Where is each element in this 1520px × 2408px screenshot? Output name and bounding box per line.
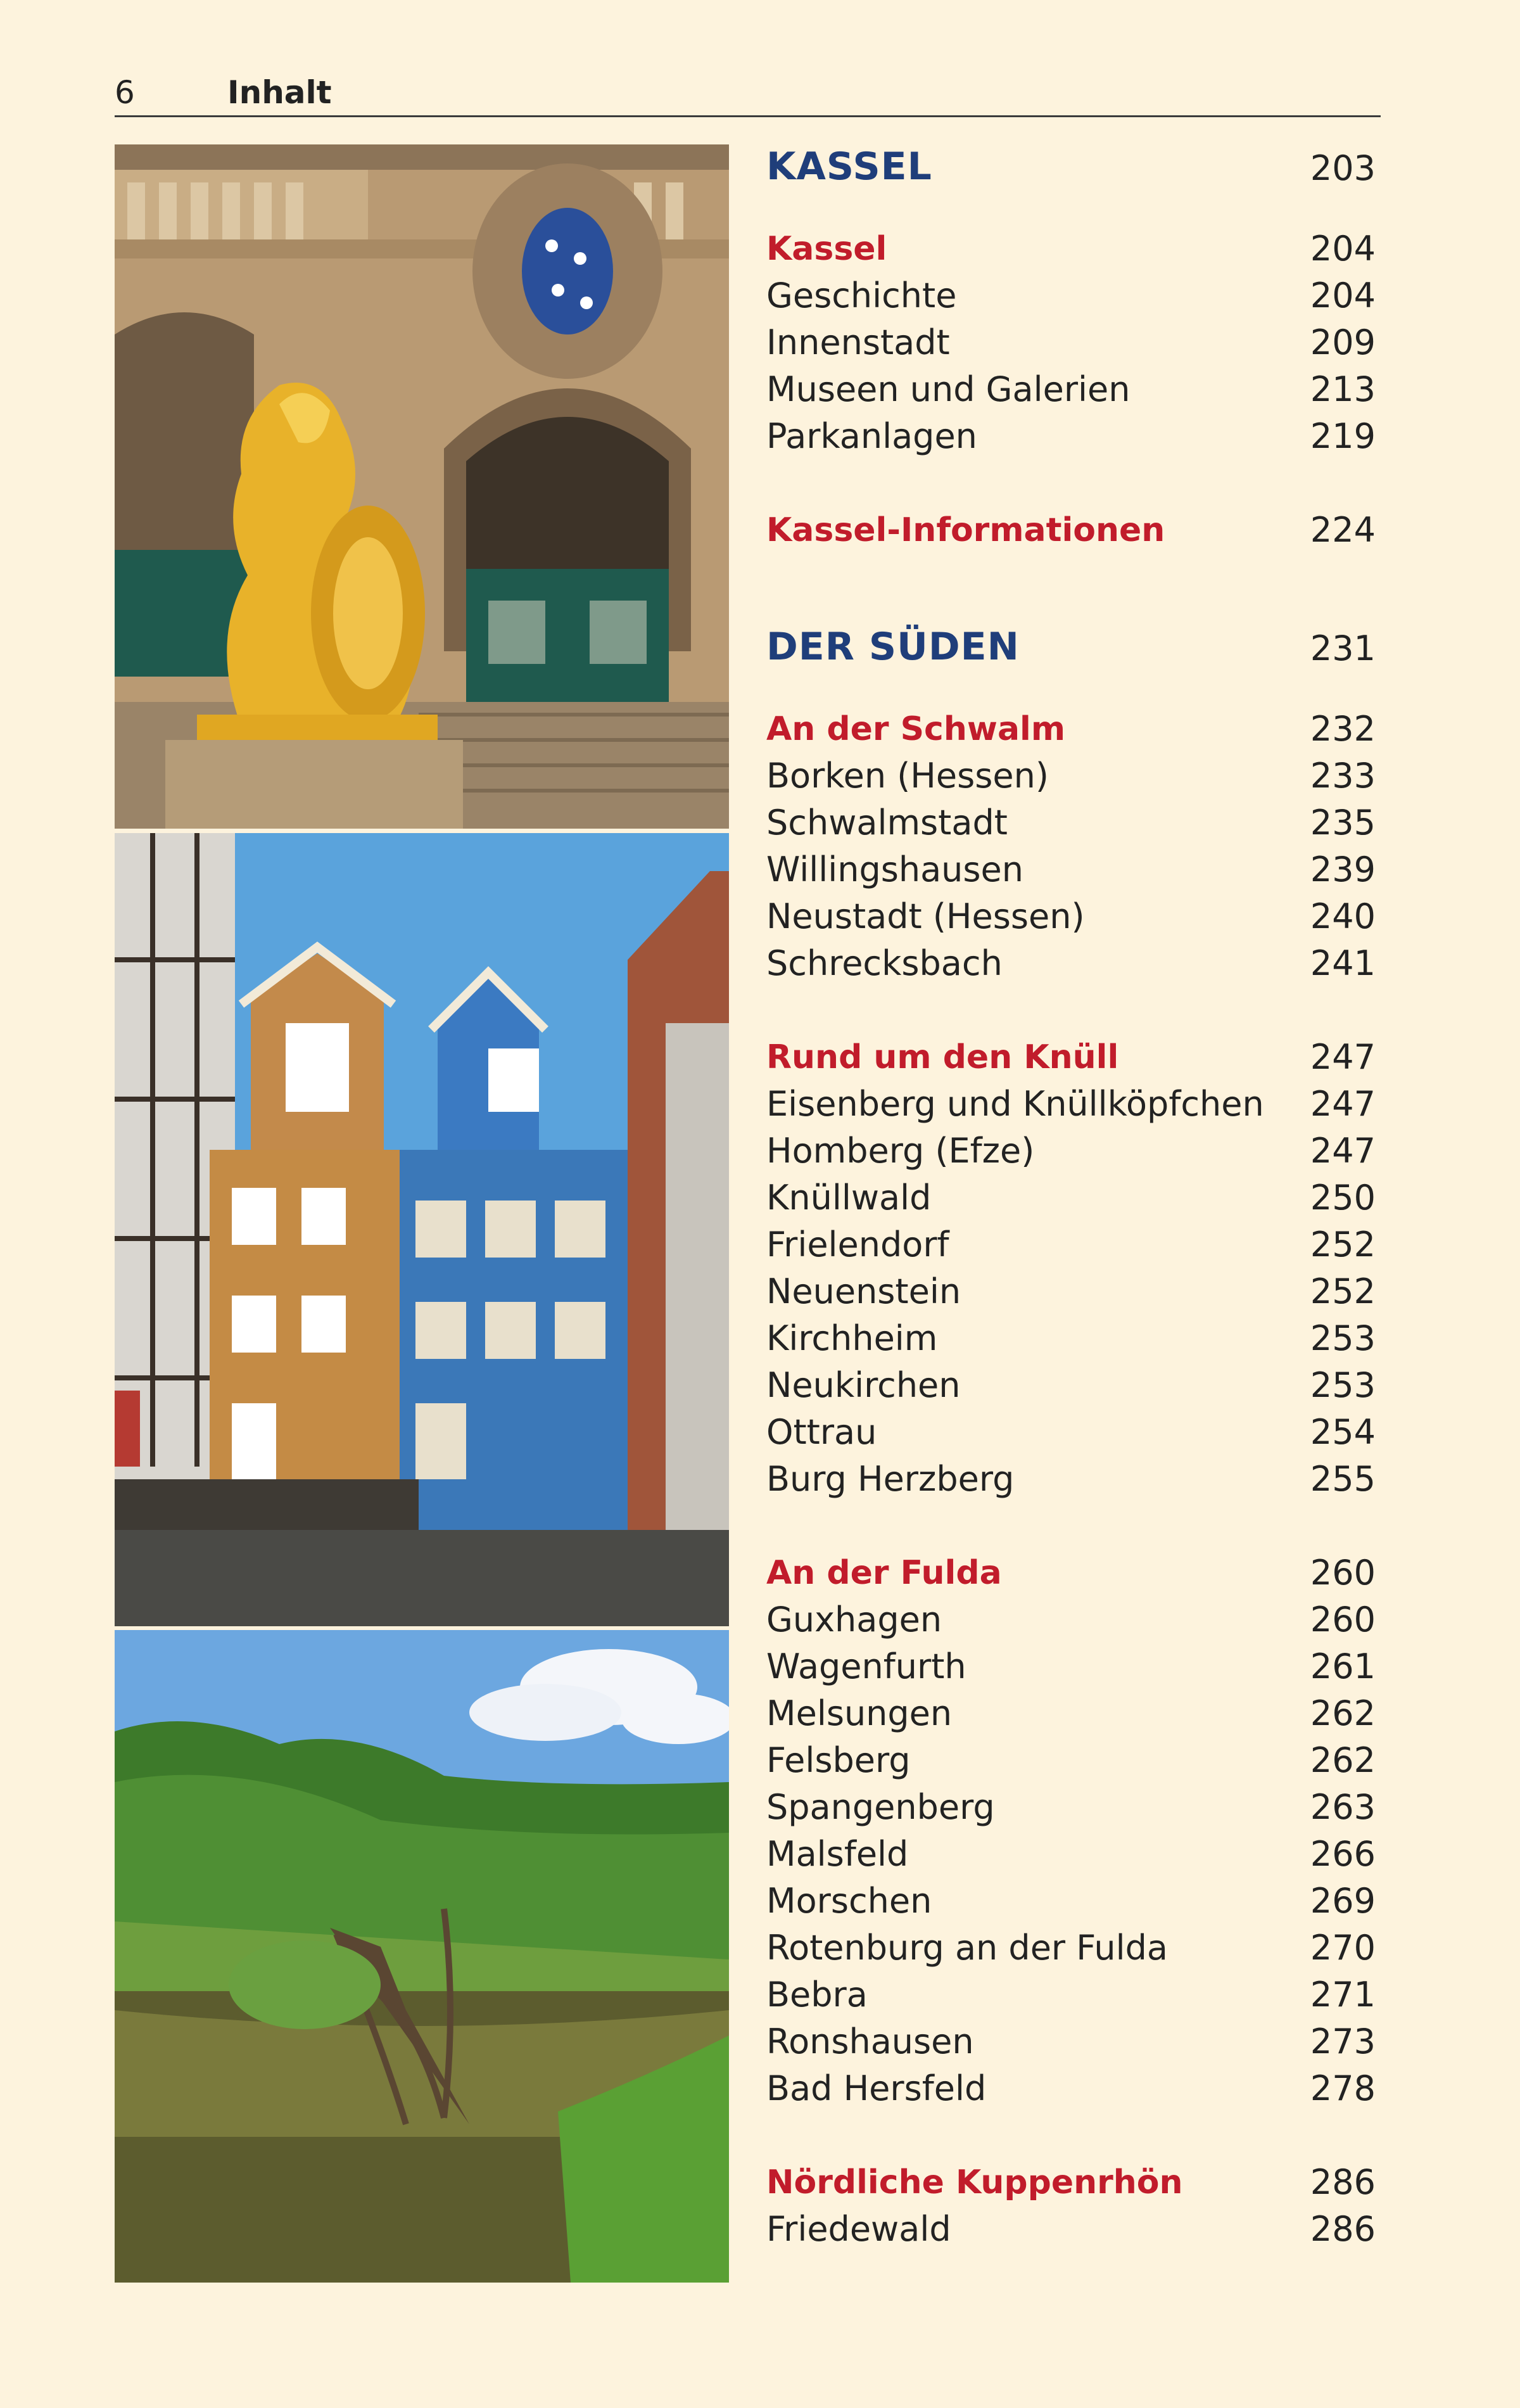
entry-label: Guxhagen — [766, 1600, 942, 1640]
entry-page-number: 269 — [1310, 1881, 1376, 1921]
entry-page-number: 235 — [1310, 803, 1376, 843]
entry-page-number: 273 — [1310, 2022, 1376, 2061]
entry-label: Parkanlagen — [766, 416, 977, 456]
entry-page-number: 253 — [1310, 1365, 1376, 1405]
toc-entry[interactable] — [766, 319, 1376, 366]
toc-entry[interactable] — [766, 1643, 1376, 1690]
section-title: KASSEL — [766, 144, 932, 189]
entry-page-number: 254 — [1310, 1412, 1376, 1452]
subheading-page-number: 247 — [1310, 1037, 1376, 1077]
toc-subheading[interactable] — [766, 706, 1376, 753]
entry-page-number: 266 — [1310, 1834, 1376, 1874]
entry-page-number: 271 — [1310, 1975, 1376, 2015]
entry-label: Schrecksbach — [766, 943, 1003, 983]
subheading-title: An der Schwalm — [766, 710, 1066, 748]
toc-entry[interactable] — [766, 893, 1376, 940]
toc-entry[interactable] — [766, 799, 1376, 846]
toc-entry[interactable] — [766, 1081, 1376, 1128]
subheading-title: Kassel-Informationen — [766, 511, 1165, 549]
toc-group — [766, 706, 1376, 987]
entry-page-number: 209 — [1310, 322, 1376, 362]
entry-label: Burg Herzberg — [766, 1459, 1015, 1499]
entry-page-number: 262 — [1310, 1693, 1376, 1733]
entry-page-number: 262 — [1310, 1740, 1376, 1780]
toc-entry[interactable] — [766, 2018, 1376, 2065]
toc-group — [766, 1550, 1376, 2112]
entry-label: Malsfeld — [766, 1834, 909, 1874]
subheading-page-number: 204 — [1310, 229, 1376, 269]
entry-page-number: 255 — [1310, 1459, 1376, 1499]
entry-label: Spangenberg — [766, 1787, 995, 1827]
entry-label: Rotenburg an der Fulda — [766, 1928, 1168, 1968]
toc-entry[interactable] — [766, 1831, 1376, 1878]
entry-page-number: 253 — [1310, 1318, 1376, 1358]
subheading-title: Rund um den Knüll — [766, 1038, 1119, 1076]
toc-entry[interactable] — [766, 1128, 1376, 1175]
toc-entry[interactable] — [766, 413, 1376, 460]
toc-section — [766, 139, 1376, 554]
entry-page-number: 252 — [1310, 1225, 1376, 1265]
half-timbered-houses-photo — [115, 833, 729, 1626]
section-page-number: 231 — [1310, 628, 1376, 668]
toc-entry[interactable] — [766, 1596, 1376, 1643]
toc-subheading[interactable] — [766, 507, 1376, 554]
entry-page-number: 286 — [1310, 2209, 1376, 2249]
toc-group — [766, 2159, 1376, 2253]
subheading-title: Nördliche Kuppenrhön — [766, 2163, 1183, 2201]
entry-page-number: 239 — [1310, 850, 1376, 889]
entry-label: Morschen — [766, 1881, 932, 1921]
toc-entry[interactable] — [766, 1315, 1376, 1362]
toc-entry[interactable] — [766, 940, 1376, 987]
entry-page-number: 270 — [1310, 1928, 1376, 1968]
entry-page-number: 250 — [1310, 1178, 1376, 1218]
toc-entry[interactable] — [766, 1925, 1376, 1972]
entry-page-number: 247 — [1310, 1131, 1376, 1171]
table-of-contents — [766, 139, 1376, 2300]
section-page-number: 203 — [1310, 148, 1376, 188]
subheading-page-number: 224 — [1310, 510, 1376, 550]
toc-entry[interactable] — [766, 272, 1376, 319]
subheading-title: Kassel — [766, 230, 887, 268]
toc-entry[interactable] — [766, 1175, 1376, 1221]
subheading-page-number: 260 — [1310, 1553, 1376, 1593]
toc-entry[interactable] — [766, 1784, 1376, 1831]
entry-page-number: 204 — [1310, 276, 1376, 315]
toc-entry[interactable] — [766, 2065, 1376, 2112]
toc-subheading[interactable] — [766, 1034, 1376, 1081]
toc-entry[interactable] — [766, 753, 1376, 799]
entry-label: Frielendorf — [766, 1225, 949, 1265]
entry-label: Neustadt (Hessen) — [766, 896, 1085, 936]
toc-subheading[interactable] — [766, 226, 1376, 272]
toc-entry[interactable] — [766, 1268, 1376, 1315]
entry-label: Innenstadt — [766, 322, 950, 362]
entry-page-number: 247 — [1310, 1084, 1376, 1124]
entry-label: Geschichte — [766, 276, 957, 315]
entry-page-number: 240 — [1310, 896, 1376, 936]
toc-entry[interactable] — [766, 1456, 1376, 1503]
toc-section — [766, 620, 1376, 2253]
page-title: Inhalt — [227, 74, 332, 111]
toc-section-heading[interactable] — [766, 139, 1376, 212]
river-landscape-photo — [115, 1630, 729, 2283]
lion-statue-photo — [115, 144, 729, 829]
toc-entry[interactable] — [766, 366, 1376, 413]
entry-page-number: 241 — [1310, 943, 1376, 983]
toc-subheading[interactable] — [766, 1550, 1376, 1596]
entry-label: Knüllwald — [766, 1178, 932, 1218]
entry-label: Borken (Hessen) — [766, 756, 1049, 796]
page-number: 6 — [115, 74, 135, 111]
entry-label: Schwalmstadt — [766, 803, 1008, 843]
toc-group — [766, 1034, 1376, 1503]
toc-entry[interactable] — [766, 1878, 1376, 1925]
entry-label: Museen und Galerien — [766, 369, 1130, 409]
subheading-page-number: 286 — [1310, 2162, 1376, 2202]
entry-label: Neukirchen — [766, 1365, 961, 1405]
photo-column — [115, 144, 729, 2283]
entry-label: Eisenberg und Knüllköpfchen — [766, 1084, 1264, 1124]
entry-label: Homberg (Efze) — [766, 1131, 1035, 1171]
entry-page-number: 263 — [1310, 1787, 1376, 1827]
entry-label: Bebra — [766, 1975, 868, 2015]
toc-subheading[interactable] — [766, 2159, 1376, 2206]
entry-label: Melsungen — [766, 1693, 953, 1733]
entry-label: Bad Hersfeld — [766, 2068, 987, 2108]
subheading-page-number: 232 — [1310, 709, 1376, 749]
entry-page-number: 278 — [1310, 2068, 1376, 2108]
page-header — [115, 70, 1381, 117]
toc-entry[interactable] — [766, 1690, 1376, 1737]
toc-entry[interactable] — [766, 1409, 1376, 1456]
entry-page-number: 252 — [1310, 1271, 1376, 1311]
subheading-title: An der Fulda — [766, 1554, 1002, 1592]
entry-label: Friedewald — [766, 2209, 951, 2249]
entry-label: Felsberg — [766, 1740, 911, 1780]
entry-page-number: 213 — [1310, 369, 1376, 409]
toc-entry[interactable] — [766, 2206, 1376, 2253]
entry-label: Ottrau — [766, 1412, 877, 1452]
toc-entry[interactable] — [766, 1362, 1376, 1409]
entry-label: Wagenfurth — [766, 1647, 966, 1686]
toc-entry[interactable] — [766, 1972, 1376, 2018]
toc-section-heading[interactable] — [766, 620, 1376, 692]
entry-page-number: 233 — [1310, 756, 1376, 796]
section-title: DER SÜDEN — [766, 625, 1020, 669]
entry-label: Ronshausen — [766, 2022, 974, 2061]
entry-label: Willingshausen — [766, 850, 1023, 889]
entry-label: Kirchheim — [766, 1318, 938, 1358]
entry-label: Neuenstein — [766, 1271, 961, 1311]
entry-page-number: 261 — [1310, 1647, 1376, 1686]
toc-group — [766, 507, 1376, 554]
toc-entry[interactable] — [766, 1221, 1376, 1268]
toc-entry[interactable] — [766, 846, 1376, 893]
entry-page-number: 260 — [1310, 1600, 1376, 1640]
toc-entry[interactable] — [766, 1737, 1376, 1784]
entry-page-number: 219 — [1310, 416, 1376, 456]
toc-group — [766, 226, 1376, 460]
